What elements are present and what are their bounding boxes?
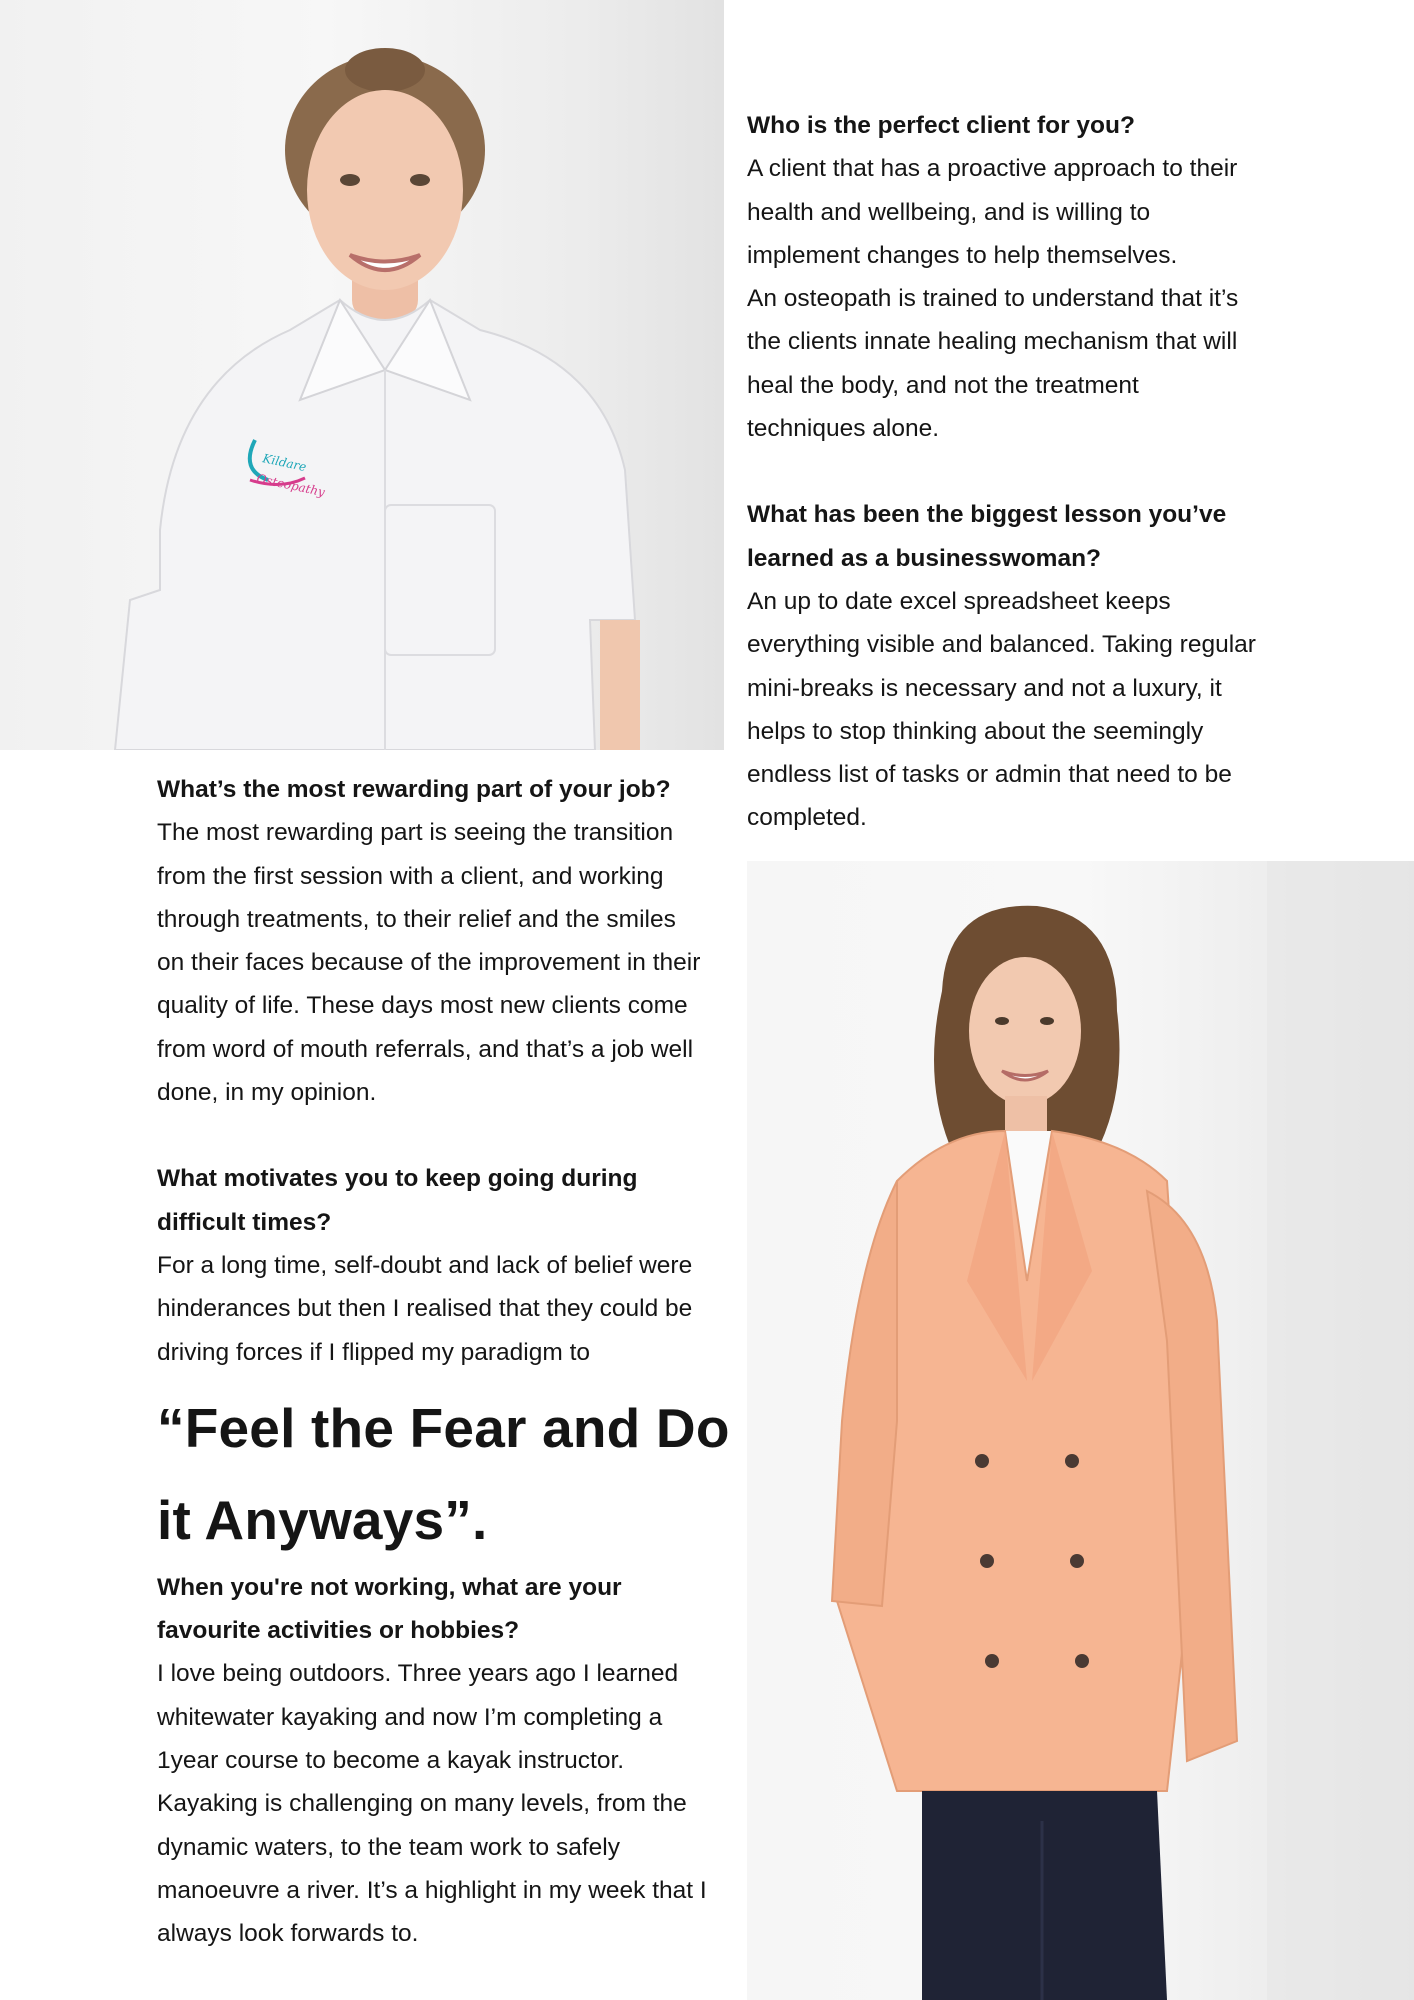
question-rewarding-part: What’s the most rewarding part of your job?	[157, 776, 671, 803]
portrait-blazer-illustration	[747, 861, 1414, 2000]
question-biggest-lesson: What has been the biggest lesson you’ve learned as a businesswoman?	[747, 501, 1227, 572]
answer-motivation: For a long time, self-doubt and lack of belief were hinderances but then I realised that they could be driving forces if I flipped my paradigm to	[157, 1251, 693, 1366]
portrait-photo-blazer	[747, 861, 1414, 2000]
right-text-column	[747, 104, 1287, 840]
answer-perfect-client: A client that has a proactive approach to their health and wellbeing, and is willing to implement changes to help themselves. An osteopath is trained to understand that it’s the clients innate healing mechanism that will heal the body, and not the treatment techniques alone.	[747, 155, 1239, 443]
portrait-uniform-illustration	[0, 0, 724, 750]
section-spacer	[157, 1114, 732, 1157]
pull-quote: “Feel the Fear and Do it Anyways”.	[157, 1396, 730, 1551]
answer-rewarding-part: The most rewarding part is seeing the transition from the first session with a client, and working through treatments, to their relief and the smiles on their faces because of the improvement in their quality of life. These days most new clients come from word of mouth referrals, and that’s a job well done, in my opinion.	[157, 819, 701, 1107]
section-spacer	[747, 450, 1287, 493]
portrait-photo-uniform	[0, 0, 724, 750]
svg-text:Osteopathy: Osteopathy	[255, 471, 327, 500]
left-text-column	[157, 768, 732, 1956]
question-perfect-client: Who is the perfect client for you?	[747, 112, 1135, 139]
question-motivation: What motivates you to keep going during difficult times?	[157, 1165, 638, 1236]
question-hobbies: When you're not working, what are your favourite activities or hobbies?	[157, 1573, 622, 1645]
answer-hobbies: I love being outdoors. Three years ago I learned whitewater kayaking and now I’m completing a 1year course to become a kayak instructor. Kayaking is challenging on many levels, from the dynamic waters, to the team work to safely manoeuvre a river. It’s a highlight in my week that I always look forwards to.	[157, 1660, 707, 1948]
svg-text:Kildare: Kildare	[261, 451, 308, 475]
answer-biggest-lesson: An up to date excel spreadsheet keeps everything visible and balanced. Taking regular mini-breaks is necessary and not a luxury, it helps to stop thinking about the seemingly endless list of tasks or admin that need to be completed.	[747, 587, 1256, 832]
